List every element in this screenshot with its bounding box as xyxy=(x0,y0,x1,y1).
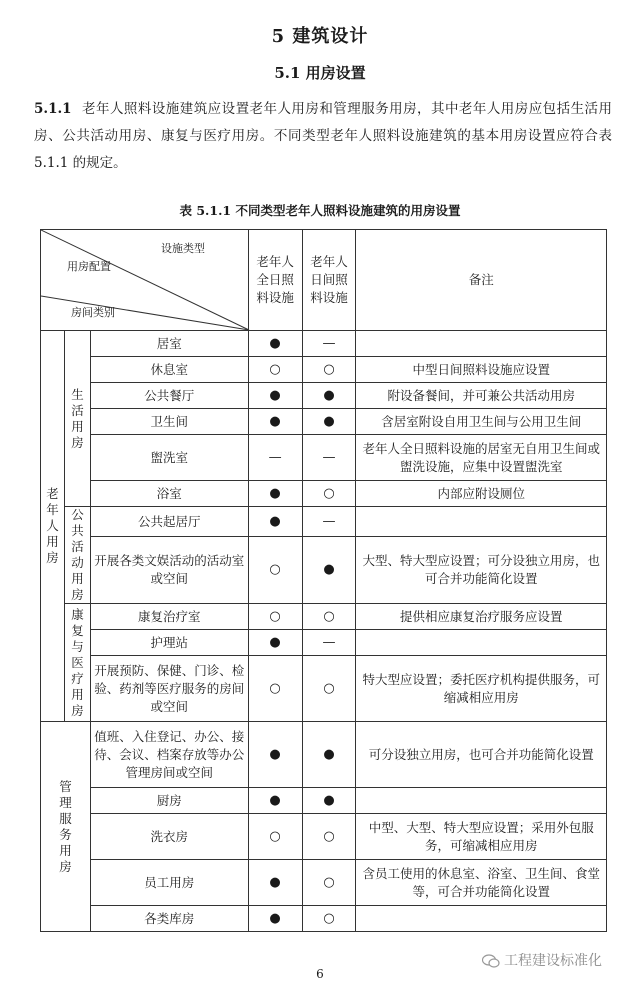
header-line: 料设施 xyxy=(256,290,294,305)
header-facility-type: 设施类型 xyxy=(161,242,205,255)
table-row xyxy=(41,630,607,656)
full-day-mark: ● xyxy=(248,481,302,507)
day-care-mark: ○ xyxy=(302,357,356,383)
full-day-mark: ○ xyxy=(248,604,302,630)
group-label-char: 复 xyxy=(71,622,84,638)
group-label-char: 用 xyxy=(71,571,84,586)
day-care-mark: ○ xyxy=(302,860,356,906)
group-label-char: 服 xyxy=(59,810,72,826)
note-cell: 含居室附设自用卫生间与公用卫生间 xyxy=(356,409,607,435)
group-label-char: 房 xyxy=(46,550,59,565)
note-cell: 特大型应设置；委托医疗机构提供服务，可缩减相应用房 xyxy=(356,656,607,722)
day-care-mark: — xyxy=(302,435,356,481)
room-name: 值班、入住登记、办公、接待、会议、档案存放等办公管理房间或空间 xyxy=(90,722,248,788)
full-day-mark: ● xyxy=(248,722,302,788)
group-label-char: 理 xyxy=(59,794,72,810)
note-cell: 可分设独立用房，也可合并功能简化设置 xyxy=(356,722,607,788)
group-label-char: 房 xyxy=(71,587,84,602)
group-label-char: 活 xyxy=(71,539,84,554)
section-heading: 5 建筑设计 xyxy=(271,26,369,47)
page-number: 6 xyxy=(316,967,324,981)
full-day-mark: ● xyxy=(248,630,302,656)
group-label-char: 用 xyxy=(46,534,59,549)
table-row xyxy=(41,788,607,814)
group-label-char: 生 xyxy=(71,386,84,402)
note-cell xyxy=(356,331,607,357)
group-label-char: 年 xyxy=(46,502,59,517)
full-day-mark: ○ xyxy=(248,537,302,604)
full-day-mark: ○ xyxy=(248,357,302,383)
header-day-care-facility xyxy=(302,230,356,331)
room-name: 卫生间 xyxy=(90,409,248,435)
room-name: 洗衣房 xyxy=(90,814,248,860)
full-day-mark: ● xyxy=(248,906,302,932)
table-row xyxy=(41,656,607,722)
header-room-config: 用房配置 xyxy=(67,260,111,273)
table-row xyxy=(41,722,607,788)
full-day-mark: ● xyxy=(248,409,302,435)
full-day-mark: ○ xyxy=(248,656,302,722)
room-name: 开展预防、保健、门诊、检验、药剂等医疗服务的房间或空间 xyxy=(90,656,248,722)
day-care-mark: ● xyxy=(302,383,356,409)
day-care-mark: ● xyxy=(302,788,356,814)
note-cell: 含员工使用的休息室、浴室、卫生间、食堂等，可合并功能简化设置 xyxy=(356,860,607,906)
day-care-mark: ● xyxy=(302,537,356,604)
room-name: 盥洗室 xyxy=(90,435,248,481)
table-row xyxy=(41,383,607,409)
table-row xyxy=(41,906,607,932)
header-line: 老年人 xyxy=(256,254,294,269)
group-label-char: 房 xyxy=(59,858,72,874)
group-label-char: 医 xyxy=(71,654,84,670)
group-label-char: 老 xyxy=(46,486,59,501)
note-cell: 大型、特大型应设置；可分设独立用房，也可合并功能简化设置 xyxy=(356,537,607,604)
room-name: 员工用房 xyxy=(90,860,248,906)
note-cell: 提供相应康复治疗服务应设置 xyxy=(356,604,607,630)
room-settings-table xyxy=(40,229,607,932)
full-day-mark: ● xyxy=(248,331,302,357)
group-label-living xyxy=(64,331,90,507)
group-label-char: 与 xyxy=(71,638,84,654)
room-name: 厨房 xyxy=(90,788,248,814)
note-cell xyxy=(356,630,607,656)
full-day-mark: ● xyxy=(248,383,302,409)
day-care-mark: ● xyxy=(302,722,356,788)
group-label-char: 共 xyxy=(71,523,84,538)
note-cell: 内部应附设厕位 xyxy=(356,481,607,507)
watermark-text: 工程建设标准化 xyxy=(504,953,602,969)
group-label-char: 活 xyxy=(71,402,84,418)
room-name: 公共起居厅 xyxy=(90,507,248,537)
day-care-mark: ○ xyxy=(302,656,356,722)
header-line: 老年人 xyxy=(310,254,348,269)
clause-paragraph xyxy=(34,96,612,177)
table-row xyxy=(41,604,607,630)
header-notes: 备注 xyxy=(356,230,607,331)
header-room-category: 房间类别 xyxy=(71,306,115,319)
group-label-char: 康 xyxy=(71,606,84,622)
room-name: 开展各类文娱活动的活动室或空间 xyxy=(90,537,248,604)
full-day-mark: ● xyxy=(248,788,302,814)
group-label-char: 管 xyxy=(59,778,72,794)
group-label-rehab xyxy=(64,604,90,722)
group-label-char: 疗 xyxy=(71,670,84,686)
group-label-char: 用 xyxy=(59,842,72,858)
clause-number: 5.1.1 xyxy=(34,101,72,117)
full-day-mark: — xyxy=(248,435,302,481)
group-label-char: 务 xyxy=(59,826,72,842)
day-care-mark: ○ xyxy=(302,906,356,932)
room-name: 休息室 xyxy=(90,357,248,383)
table-row xyxy=(41,537,607,604)
group-label-char: 人 xyxy=(46,518,59,533)
group-label-char: 公 xyxy=(71,507,84,522)
table-header-row xyxy=(41,230,607,331)
note-cell xyxy=(356,788,607,814)
diagonal-header-cell xyxy=(41,230,249,331)
watermark xyxy=(482,950,602,970)
room-name: 护理站 xyxy=(90,630,248,656)
wechat-icon xyxy=(482,954,500,968)
group-label-elderly xyxy=(41,331,65,722)
table-row xyxy=(41,435,607,481)
subsection-heading: 5.1 用房设置 xyxy=(274,64,366,82)
day-care-mark: ○ xyxy=(302,604,356,630)
table-row xyxy=(41,409,607,435)
full-day-mark: ● xyxy=(248,860,302,906)
day-care-mark: — xyxy=(302,630,356,656)
full-day-mark: ● xyxy=(248,507,302,537)
day-care-mark: ○ xyxy=(302,814,356,860)
note-cell xyxy=(356,906,607,932)
clause-text: 老年人照料设施建筑应设置老年人用房和管理服务用房，其中老年人用房应包括生活用房、公共活动用房、康复与医疗用房。不同类型老年人照料设施建筑的基本用房设置应符合表 5.1.1 的规定。 xyxy=(34,101,612,171)
table-row xyxy=(41,331,607,357)
table-row xyxy=(41,507,607,537)
table-row xyxy=(41,860,607,906)
group-label-public xyxy=(64,507,90,604)
note-cell: 中型、大型、特大型应设置；采用外包服务，可缩减相应用房 xyxy=(356,814,607,860)
table-row xyxy=(41,357,607,383)
group-label-char: 动 xyxy=(71,555,84,570)
day-care-mark: ○ xyxy=(302,481,356,507)
day-care-mark: — xyxy=(302,331,356,357)
day-care-mark: ● xyxy=(302,409,356,435)
room-name: 浴室 xyxy=(90,481,248,507)
group-label-char: 房 xyxy=(71,702,84,718)
header-full-day-facility xyxy=(248,230,302,331)
group-label-char: 用 xyxy=(71,418,84,434)
room-name: 居室 xyxy=(90,331,248,357)
full-day-mark: ○ xyxy=(248,814,302,860)
note-cell: 中型日间照料设施应设置 xyxy=(356,357,607,383)
group-label-mgmt xyxy=(41,722,91,932)
room-name: 康复治疗室 xyxy=(90,604,248,630)
table-row xyxy=(41,481,607,507)
header-line: 日间照 xyxy=(310,272,348,287)
day-care-mark: — xyxy=(302,507,356,537)
note-cell: 附设备餐间，并可兼公共活动用房 xyxy=(356,383,607,409)
room-name: 公共餐厅 xyxy=(90,383,248,409)
group-label-char: 房 xyxy=(71,434,84,450)
room-name: 各类库房 xyxy=(90,906,248,932)
note-cell: 老年人全日照料设施的居室无自用卫生间或盥洗设施，应集中设置盥洗室 xyxy=(356,435,607,481)
table-row xyxy=(41,814,607,860)
header-line: 全日照 xyxy=(256,272,294,287)
note-cell xyxy=(356,507,607,537)
table-caption: 表 5.1.1 不同类型老年人照料设施建筑的用房设置 xyxy=(179,203,461,218)
header-line: 料设施 xyxy=(310,290,348,305)
group-label-char: 用 xyxy=(71,686,84,702)
